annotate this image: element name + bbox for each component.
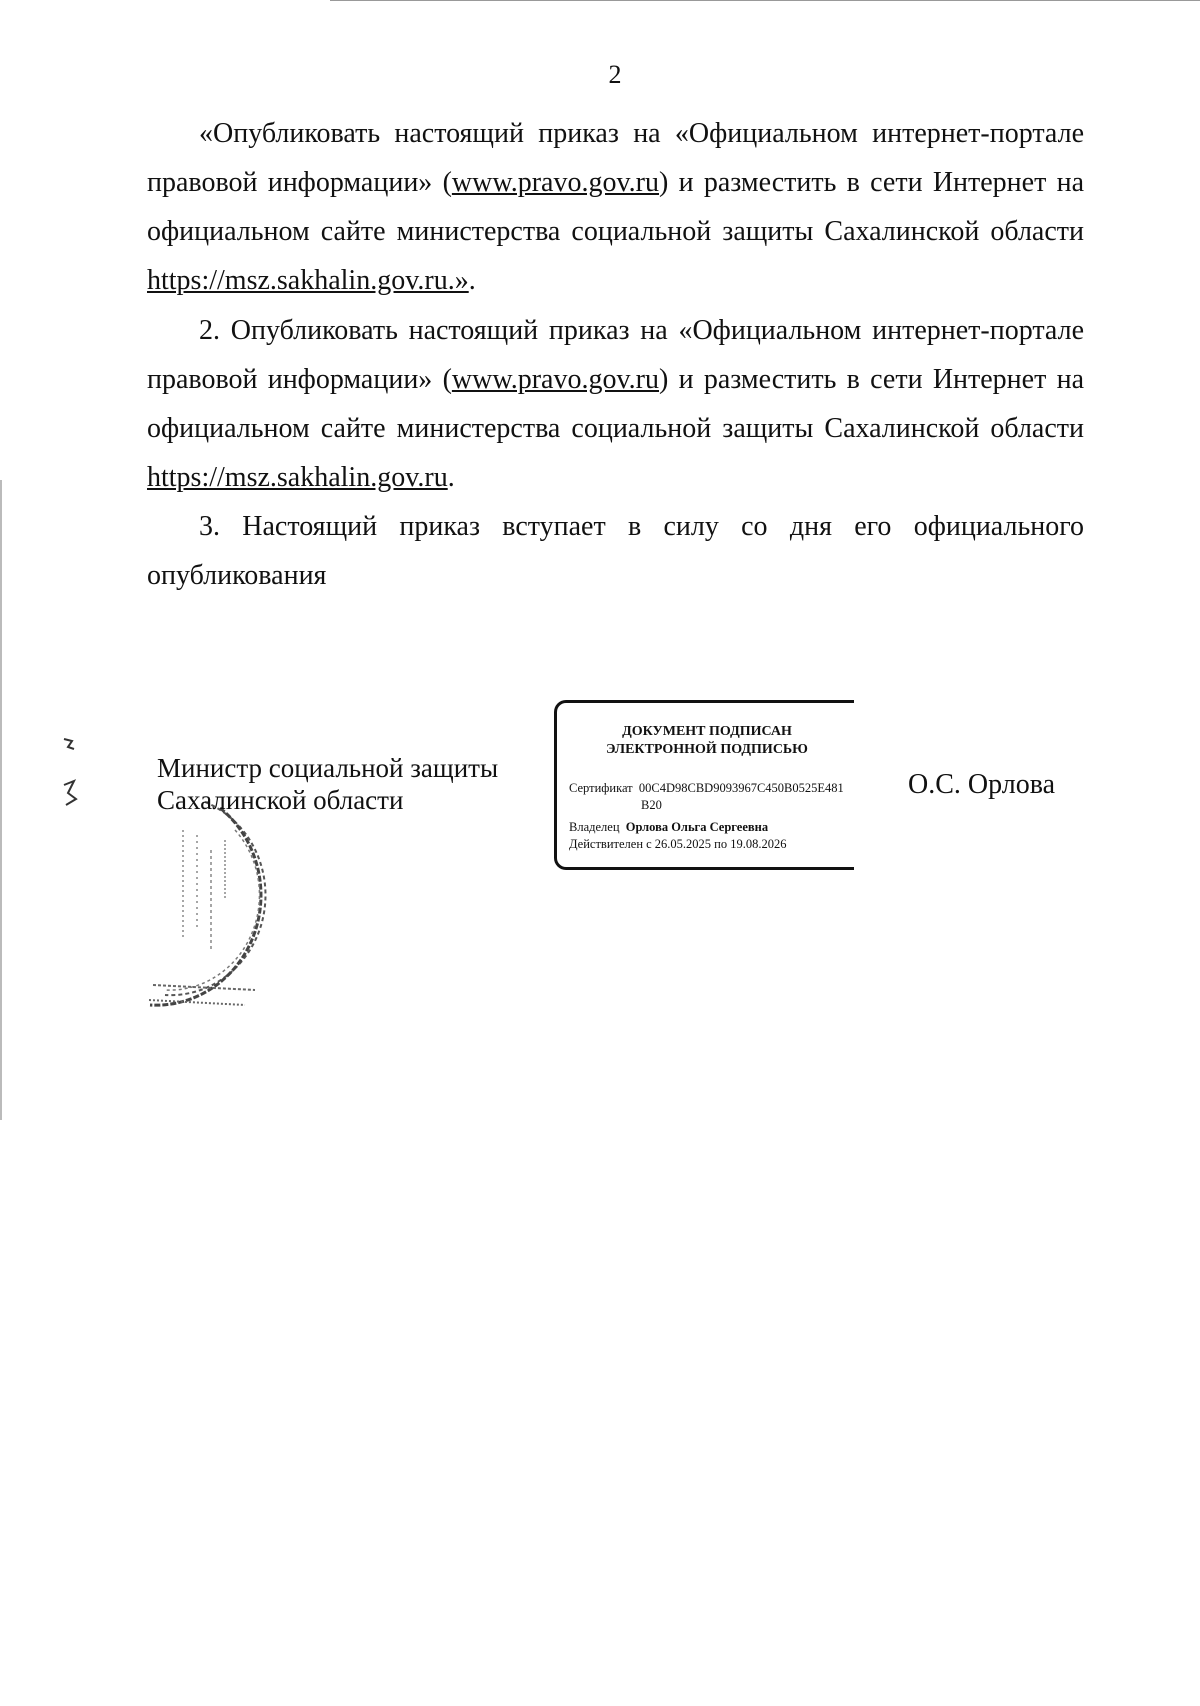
scan-edge-left: [0, 480, 2, 1120]
paragraph-2-text-a: 2. Опубликовать настоящий приказ на «Официальном интернет-портале правовой информации» (: [147, 315, 1084, 395]
paragraph-2-text-c: .: [447, 462, 455, 493]
esign-heading-line-1: ДОКУМЕНТ ПОДПИСАН: [622, 724, 792, 739]
paragraph-3-text: 3. Настоящий приказ вступает в силу со дня его официального опубликования: [147, 511, 1084, 591]
msz-link[interactable]: https://msz.sakhalin.gov.ru: [147, 462, 448, 493]
esign-heading: [557, 723, 857, 759]
page-number: 2: [608, 60, 622, 89]
msz-link[interactable]: https://msz.sakhalin.gov.ru.»: [147, 265, 469, 296]
paragraph-3: [147, 502, 1084, 600]
esign-owner-label: Владелец: [569, 820, 620, 834]
pravo-link[interactable]: www.pravo.gov.ru: [451, 167, 659, 198]
pravo-link[interactable]: www.pravo.gov.ru: [451, 364, 659, 395]
electronic-signature-stamp: [554, 700, 854, 870]
scan-edge-top: [330, 0, 1200, 1]
paragraph-1-text-a: «Опубликовать настоящий приказ на «Официальном интернет-портале правовой информации» (: [147, 118, 1084, 198]
paragraph-2: [147, 306, 1084, 502]
stamp-seal-icon: [145, 790, 325, 1010]
signer-title: [157, 752, 498, 816]
esign-owner: [569, 819, 768, 836]
esign-owner-value: Орлова Ольга Сергеевна: [625, 820, 769, 834]
paragraph-1-text-b: ) и разместить в сети Интернет на официальном сайте министерства социальной защиты Сахалинской области: [147, 167, 1085, 247]
margin-mark-icon: [60, 735, 80, 825]
paragraph-2-text-b: ) и разместить в сети Интернет на официальном сайте министерства социальной защиты Сахалинской области: [147, 364, 1085, 444]
signer-title-line-1: Министр социальной защиты: [157, 753, 499, 783]
esign-heading-line-2: ЭЛЕКТРОННОЙ ПОДПИСЬЮ: [606, 742, 808, 757]
signer-name: О.С. Орлова: [908, 769, 1055, 800]
signer-title-line-2: Сахалинской области: [157, 785, 404, 815]
esign-cert-value: 00C4D98CBD9093967C450B0525E481: [638, 781, 844, 795]
paragraph-1-text-c: .: [468, 265, 476, 296]
paragraph-1: [147, 109, 1084, 305]
esign-certificate: [569, 780, 855, 814]
esign-cert-label: Сертификат: [569, 781, 633, 795]
esign-cert-value-cont: B20: [641, 798, 662, 812]
esign-validity: Действителен с 26.05.2025 по 19.08.2026: [569, 837, 787, 851]
